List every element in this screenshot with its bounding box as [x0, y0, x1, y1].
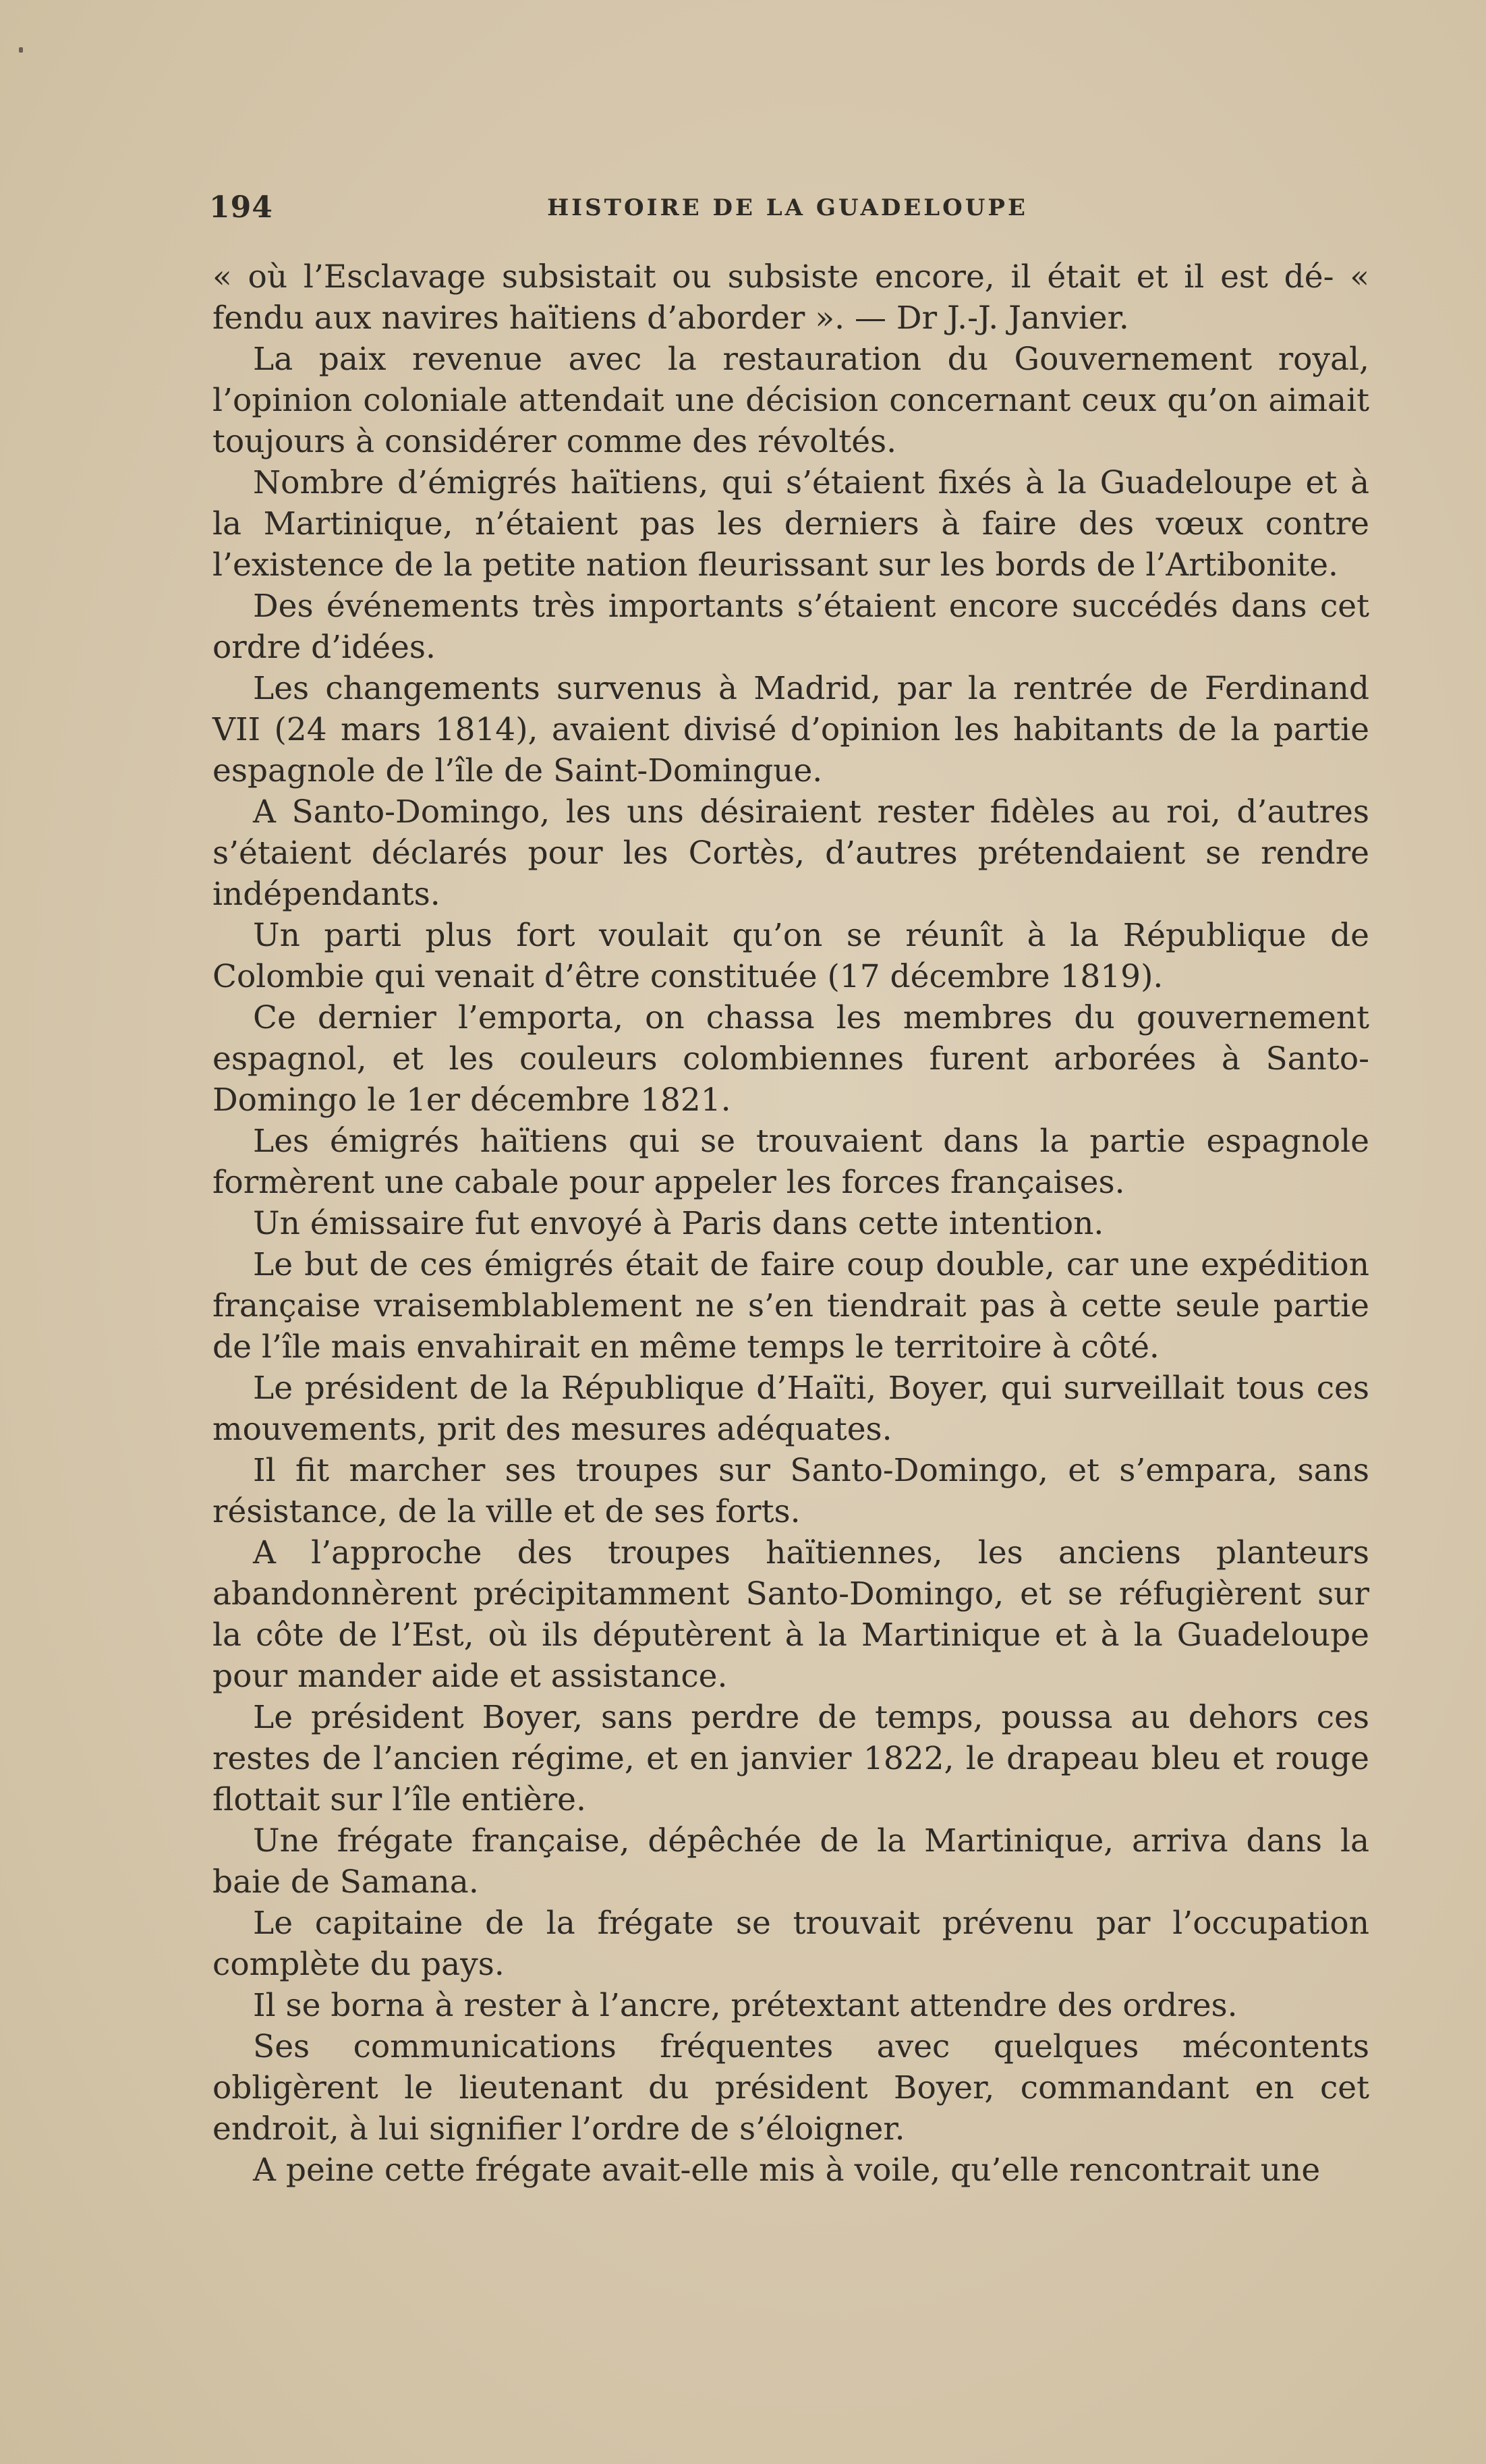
paragraph-7: Un parti plus fort voulait qu’on se réunît à la République de Colombie qui venait d’être constituée (17 décembre 1819).: [212, 917, 1369, 995]
paragraph-9: Les émigrés haïtiens qui se trouvaient dans la partie espagnole formèrent une cabale pour appeler les forces françaises.: [212, 1123, 1369, 1201]
paragraph-18: Il se borna à rester à l’ancre, prétextant attendre des ordres.: [253, 1987, 1238, 2024]
paragraph-6: A Santo-Domingo, les uns désiraient rester fidèles au roi, d’autres s’étaient déclarés pour les Cortès, d’autres prétendaient se rendre indépendants.: [212, 793, 1369, 913]
paragraph-19: Ses communications fréquentes avec quelques mécontents obligèrent le lieutenant du président Boyer, commandant en cet endroit, à lui signifier l’ordre de s’éloigner.: [212, 2028, 1369, 2148]
paragraph-16: Une frégate française, dépêchée de la Martinique, arriva dans la baie de Samana.: [212, 1822, 1369, 1901]
paragraph-12: Le président de la République d’Haïti, Boyer, qui surveillait tous ces mouvements, prit des mesures adéquates.: [212, 1370, 1369, 1448]
paragraph-11: Le but de ces émigrés était de faire coup double, car une expédition française vraisemblablement ne s’en tiendrait pas à cette seule partie de l’île mais envahirait en même temps le territoire à côté.: [212, 1246, 1369, 1366]
paragraph-15: Le président Boyer, sans perdre de temps, poussa au dehors ces restes de l’ancien régime, et en janvier 1822, le drapeau bleu et rouge flottait sur l’île entière.: [212, 1699, 1369, 1818]
paragraph-10: Un émissaire fut envoyé à Paris dans cette intention.: [253, 1205, 1104, 1242]
paragraph-17: Le capitaine de la frégate se trouvait prévenu par l’occupation complète du pays.: [212, 1905, 1369, 1983]
running-title: HISTOIRE DE LA GUADELOUPE: [547, 194, 1028, 221]
body-text: [212, 256, 1369, 2191]
paragraph-3: Nombre d’émigrés haïtiens, qui s’étaient fixés à la Guadeloupe et à la Martinique, n’étaient pas les derniers à faire des vœux contre l’existence de la petite nation fleurissant sur les bords de l’Artibonite.: [212, 464, 1369, 584]
paragraph-14: A l’approche des troupes haïtiennes, les anciens planteurs abandonnèrent précipitamment Santo-Domingo, et se réfugièrent sur la côte de l’Est, où ils députèrent à la Martinique et à la Guadeloupe pour mander aide et assistance.: [212, 1534, 1369, 1695]
stray-ink-mark: [19, 47, 23, 53]
paragraph-1: « où l’Esclavage subsistait ou subsiste encore, il était et il est dé- « fendu aux navires haïtiens d’aborder ». — Dr J.-J. Janvier.: [212, 258, 1369, 337]
paragraph-8: Ce dernier l’emporta, on chassa les membres du gouvernement espagnol, et les couleurs colombiennes furent arborées à Santo-Domingo le 1er décembre 1821.: [212, 999, 1369, 1119]
page-number: 194: [209, 190, 273, 225]
page-header: [209, 190, 1366, 231]
paragraph-2: La paix revenue avec la restauration du Gouvernement royal, l’opinion coloniale attendait une décision concernant ceux qu’on aimait toujours à considérer comme des révoltés.: [212, 341, 1369, 460]
paragraph-20: A peine cette frégate avait-elle mis à voile, qu’elle rencontrait une: [253, 2152, 1321, 2189]
paragraph-13: Il fit marcher ses troupes sur Santo-Domingo, et s’empara, sans résistance, de la ville et de ses forts.: [212, 1452, 1369, 1530]
paragraph-5: Les changements survenus à Madrid, par la rentrée de Ferdinand VII (24 mars 1814), avaient divisé d’opinion les habitants de la partie espagnole de l’île de Saint-Domingue.: [212, 670, 1369, 789]
paragraph-4: Des événements très importants s’étaient encore succédés dans cet ordre d’idées.: [212, 588, 1369, 666]
